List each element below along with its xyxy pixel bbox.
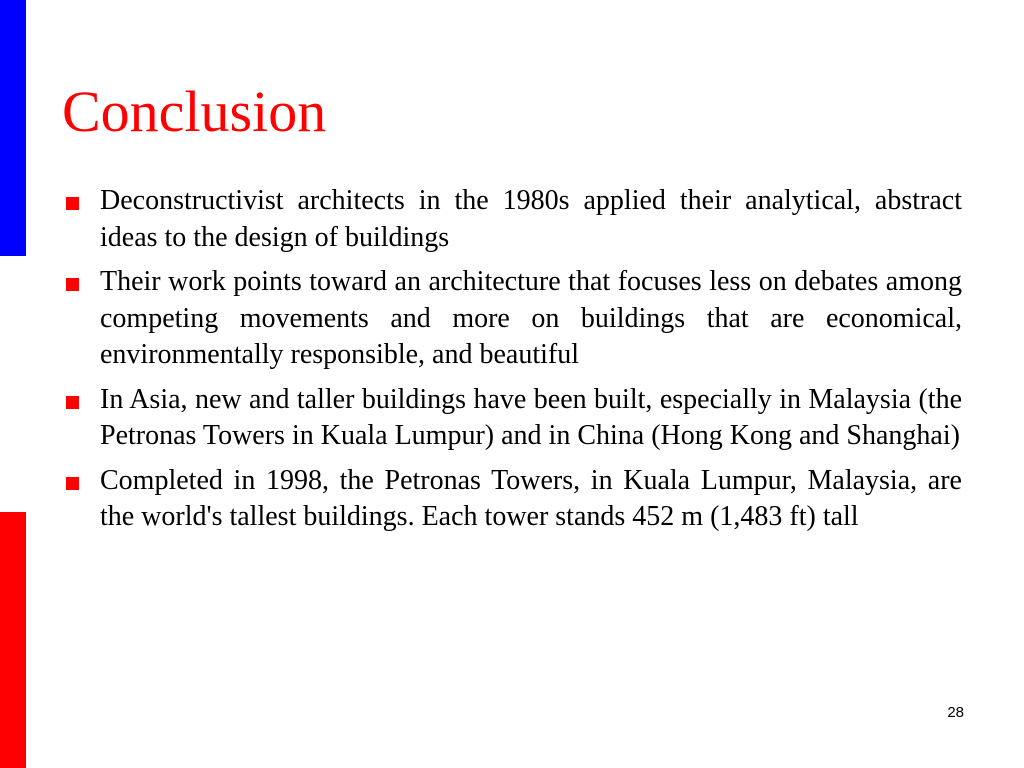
left-accent-bar-blue (0, 0, 26, 256)
bullet-item (66, 463, 962, 536)
bullet-list (66, 183, 962, 544)
square-bullet-icon (66, 396, 79, 409)
bullet-text: Completed in 1998, the Petronas Towers, in Kuala Lumpur, Malaysia, are the world's tallest buildings. Each tower stands 452 m (1,483 ft) tall (100, 464, 962, 532)
bullet-item (66, 264, 962, 374)
square-bullet-icon (66, 477, 79, 490)
bullet-text: Deconstructivist architects in the 1980s applied their analytical, abstract ideas to the design of buildings (100, 185, 962, 253)
bullet-item (66, 183, 962, 256)
page-number: 28 (947, 704, 964, 721)
square-bullet-icon (66, 278, 79, 291)
left-accent-bar-red (0, 512, 26, 768)
slide-title: Conclusion (62, 79, 327, 144)
bullet-text: In Asia, new and taller buildings have been built, especially in Malaysia (the Petronas Towers in Kuala Lumpur) and in China (Hong Kong and Shanghai) (100, 383, 962, 451)
bullet-text: Their work points toward an architecture that focuses less on debates among competing movements and more on buildings that are economical, environmentally responsible, and beautiful (100, 266, 962, 370)
square-bullet-icon (66, 197, 79, 210)
bullet-item (66, 382, 962, 455)
